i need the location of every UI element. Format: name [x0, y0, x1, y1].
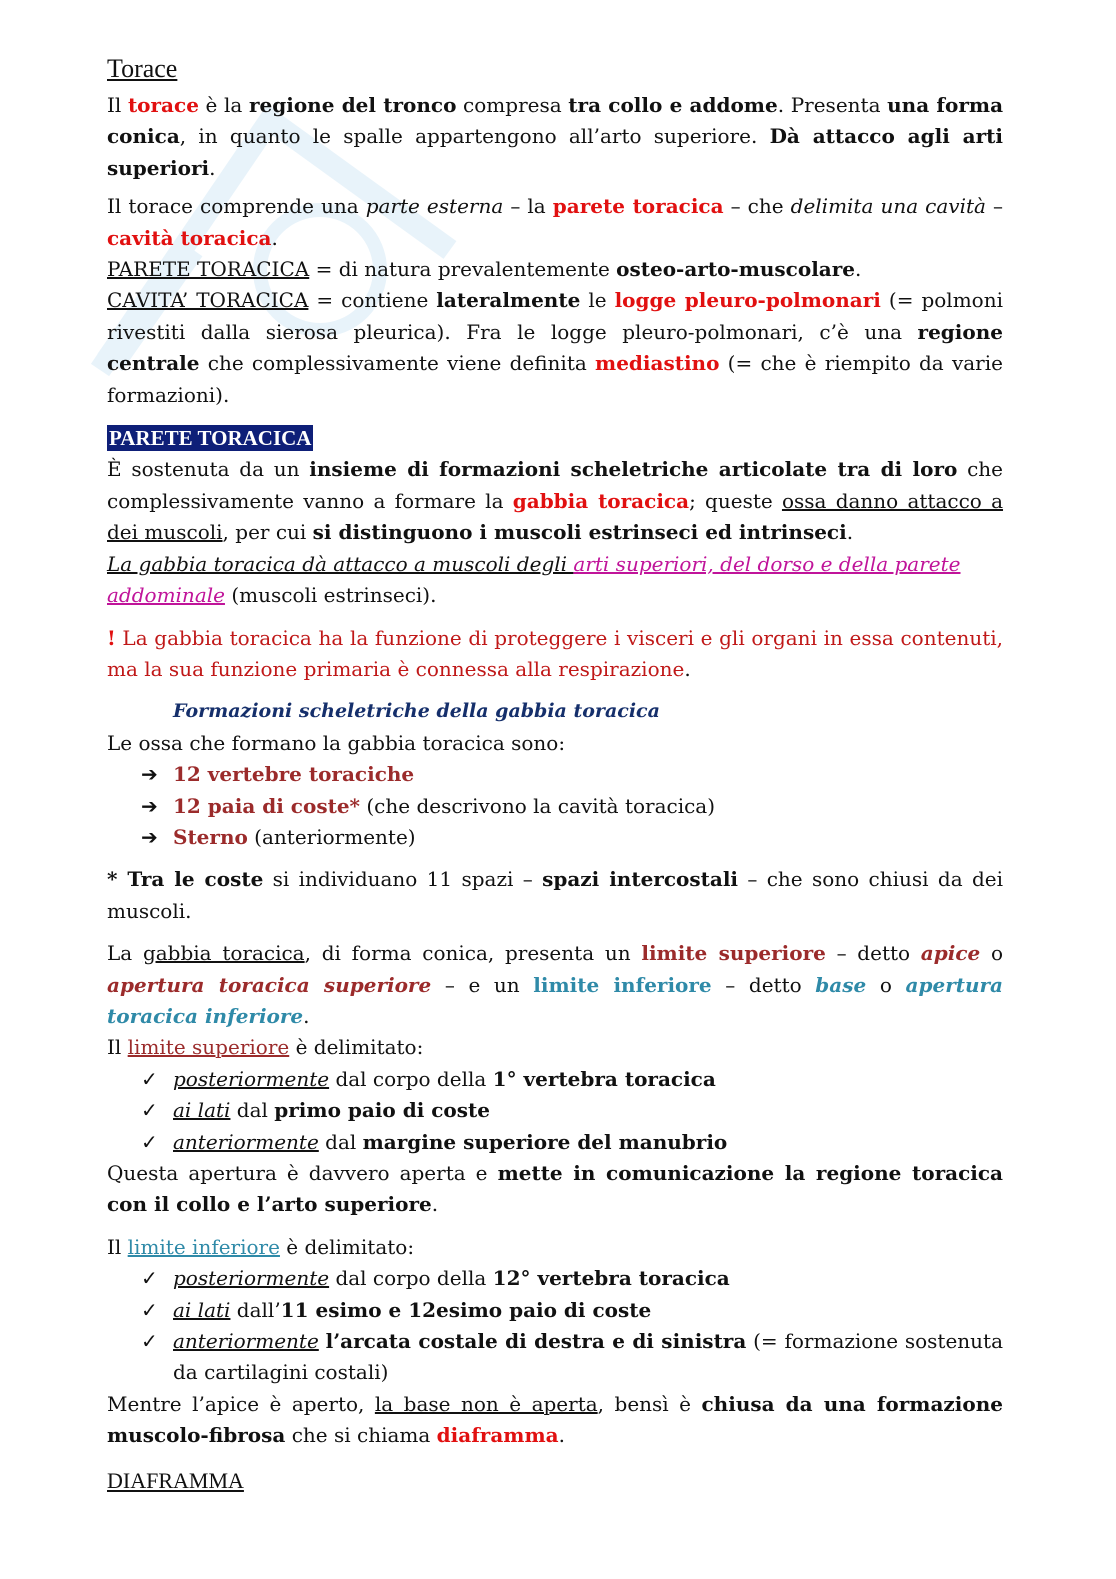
- arrow-right-icon: ➔: [141, 793, 158, 818]
- list-item: ✓ ai lati dall’11 esimo e 12esimo paio di coste: [107, 1295, 1003, 1326]
- list-item: ➔ Sterno (anteriormente): [107, 822, 1003, 853]
- arrow-right-icon: ➔: [141, 824, 158, 849]
- bones-list: [107, 759, 1003, 853]
- list-item: ✓ anteriormente dal margine superiore del manubrio: [107, 1127, 1003, 1158]
- list-item: ✓ posteriormente dal corpo della 1° vertebra toracica: [107, 1064, 1003, 1095]
- paragraph-intro: Il torace è la regione del tronco compresa tra collo e addome. Presenta una forma conica, in quanto le spalle appartengono all’arto superiore. Dà attacco agli arti superiori.: [107, 93, 1004, 180]
- list-item: ➔ 12 vertebre toraciche: [107, 759, 1003, 790]
- paragraph-spazi-intercostali: * Tra le coste si individuano 11 spazi – spazi intercostali – che sono chiusi da dei muscoli.: [107, 867, 1003, 923]
- section-heading-diaframma: DIAFRAMMA: [107, 1467, 244, 1493]
- paragraph-attacco-muscoli: La gabbia toracica dà attacco a muscoli degli arti superiori, del dorso e della parete addominale (muscoli estrinseci).: [107, 551, 961, 608]
- checkmark-icon: ✓: [141, 1297, 158, 1322]
- limite-superiore-list: [107, 1064, 1003, 1158]
- limite-inferiore-list: [107, 1263, 1003, 1389]
- paragraph-limiti: La gabbia toracica, di forma conica, presenta un limite superiore – detto apice o apertura toracica superiore – e un limite inferiore – detto base o apertura toracica inferiore.: [107, 941, 1004, 1028]
- list-item: ✓ anteriormente l’arcata costale di destra e di sinistra (= formazione sostenuta da cartilagini costali): [107, 1326, 1003, 1389]
- paragraph-parete-def: PARETE TORACICA = di natura prevalentemente osteo-arto-muscolare.: [107, 257, 862, 282]
- paragraph-limite-superiore-intro: Il limite superiore è delimitato:: [107, 1035, 424, 1060]
- checkmark-icon: ✓: [141, 1098, 158, 1123]
- paragraph-limite-inferiore-intro: Il limite inferiore è delimitato:: [107, 1234, 415, 1259]
- checkmark-icon: ✓: [141, 1266, 158, 1291]
- arrow-right-icon: ➔: [141, 762, 158, 787]
- subheading-formazioni: Formazioni scheletriche della gabbia toracica: [173, 700, 660, 723]
- paragraph-base-chiusa: Mentre l’apice è aperto, la base non è aperta, bensì è chiusa da una formazione muscolo-fibrosa che si chiama diaframma.: [107, 1391, 1003, 1448]
- list-item: ➔ 12 paia di coste* (che descrivono la cavità toracica): [107, 791, 1003, 822]
- paragraph-sostenuta: È sostenuta da un insieme di formazioni scheletriche articolate tra di loro che complessivamente vanno a formare la gabbia toracica; queste ossa danno attacco a dei muscoli, per cui si distinguono i muscoli estrinseci ed intrinseci.: [107, 457, 1004, 545]
- list-item: ✓ ai lati dal primo paio di coste: [107, 1095, 1003, 1126]
- paragraph-cavita-def: CAVITA’ TORACICA = contiene lateralmente le logge pleuro-polmonari (= polmoni rivestiti dalla sierosa pleurica). Fra le logge pleuro-polmonari, c’è una regione centrale che complessivamente viene definita mediastino (= che è riempito da varie formazioni).: [107, 288, 1003, 407]
- list-item: ✓ posteriormente dal corpo della 12° vertebra toracica: [107, 1263, 1003, 1294]
- page-title: Torace: [107, 54, 178, 83]
- paragraph-ossa-intro: Le ossa che formano la gabbia toracica sono:: [107, 730, 566, 755]
- checkmark-icon: ✓: [141, 1066, 158, 1091]
- paragraph-torace-comprende: Il torace comprende una parte esterna – la parete toracica – che delimita una cavità – cavità toracica.: [107, 194, 1004, 250]
- paragraph-apertura: Questa apertura è davvero aperta e mette in comunicazione la regione toracica con il collo e l’arto superiore.: [107, 1161, 1004, 1217]
- exclamation-icon: !: [107, 625, 116, 650]
- paragraph-note-funzione: ! La gabbia toracica ha la funzione di proteggere i visceri e gli organi in essa contenuti, ma la sua funzione primaria è connessa alla respirazione.: [107, 625, 1003, 681]
- checkmark-icon: ✓: [141, 1329, 158, 1354]
- document-page: [107, 52, 1003, 1496]
- section-heading-parete-toracica: PARETE TORACICA: [109, 426, 312, 451]
- checkmark-icon: ✓: [141, 1129, 158, 1154]
